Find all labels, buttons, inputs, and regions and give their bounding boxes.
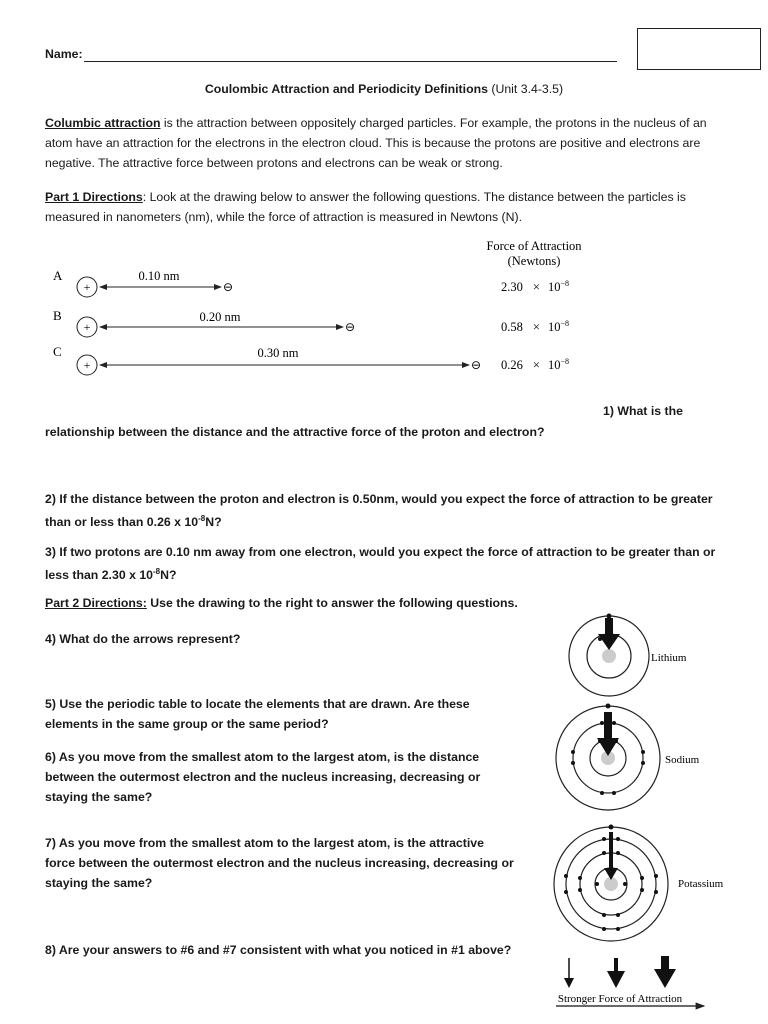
page-title	[0, 82, 768, 96]
part2-text: Use the drawing to the right to answer the following questions.	[146, 596, 518, 610]
strong-arrow-icon	[661, 956, 669, 970]
intro-text: is the attraction between oppositely charged particles. For example, the protons in the nucleus of an atom have an attraction for the electrons in the electron cloud. This is because the protons are positive and electrons are negative. The attractive force between protons and electrons can be weak or strong.	[45, 116, 707, 170]
row-b-proton-symbol: +	[83, 320, 91, 334]
title-main: Coulombic Attraction and Periodicity Definitions	[204, 82, 488, 96]
q1-rest: relationship between the distance and the attractive force of the proton and electron?	[45, 425, 545, 439]
q7: 7) As you move from the smallest atom to the largest atom, is the attractive force between the outermost electron and the nucleus increasing, decreasing or staying the same?	[45, 836, 514, 890]
q1-start: 1) What is the	[603, 404, 683, 418]
row-b-distance: 0.20 nm	[199, 310, 241, 324]
row-a-proton-symbol: +	[83, 280, 91, 294]
force-header-line1: Force of Attraction	[486, 239, 582, 253]
force-arrows	[564, 956, 676, 988]
intro-term: Columbic attraction	[45, 116, 161, 130]
row-a-distance: 0.10 nm	[138, 269, 180, 283]
part1-heading: Part 1 Directions	[45, 190, 143, 204]
row-c-letter: C	[53, 344, 62, 359]
part2-directions	[45, 596, 518, 610]
row-a-force: $2.30 \times 10^{-8}$	[501, 279, 569, 294]
q2: 2) If the distance between the proton and electron is 0.50nm, would you expect the force of attraction to be greater than or less than 0.26 x $10^{-8}N$?	[45, 492, 713, 530]
part1-directions	[45, 187, 725, 227]
name-label: Name:	[45, 47, 83, 61]
lithium-label: Lithium	[651, 652, 687, 664]
arrow-caption: Stronger Force of Attraction	[557, 993, 683, 1005]
q8: 8) Are your answers to #6 and #7 consistent with what you noticed in #1 above?	[45, 943, 512, 957]
lithium-atom-icon	[569, 614, 649, 697]
row-b-letter: B	[53, 308, 62, 323]
row-a-electron-icon: ⊖	[222, 280, 234, 294]
part2-heading: Part 2 Directions:	[45, 596, 147, 610]
potassium-atom-icon	[554, 825, 668, 942]
row-b-force: $0.58 \times 10^{-8}$	[501, 319, 569, 334]
row-c-distance: 0.30 nm	[257, 346, 299, 360]
row-b-electron-icon: ⊖	[344, 320, 356, 334]
distance-force-diagram	[0, 230, 768, 390]
row-c-electron-icon: ⊖	[470, 358, 482, 372]
q6: 6) As you move from the smallest atom to the largest atom, is the distance between the outermost electron and the nucleus increasing, decreasing or staying the same?	[45, 750, 481, 804]
part1-text: : Look at the drawing below to answer the following questions. The distance between the particles is measured in nanometers (nm), while the force of attraction is measured in Newtons (N).	[45, 190, 686, 224]
q5: 5) Use the periodic table to locate the elements that are drawn. Are these elements in the same group or the same period?	[45, 697, 470, 731]
medium-arrow-icon	[614, 958, 618, 972]
q3: 3) If two protons are 0.10 nm away from one electron, would you expect the force of attraction to be greater than or less than 2.30 x $10^{-8}N$?	[45, 545, 716, 583]
force-header-line2: (Newtons)	[507, 254, 561, 268]
row-a-letter: A	[53, 268, 63, 283]
sodium-label: Sodium	[665, 754, 700, 766]
potassium-label: Potassium	[678, 878, 724, 890]
intro-paragraph	[45, 113, 725, 173]
row-c-proton-symbol: +	[83, 358, 91, 372]
title-unit: (Unit 3.4-3.5)	[491, 82, 564, 96]
atom-diagrams	[540, 605, 768, 1024]
row-c-force: $0.26 \times 10^{-8}$	[501, 357, 569, 372]
score-box	[637, 28, 761, 70]
q4: 4) What do the arrows represent?	[45, 632, 241, 646]
name-field[interactable]	[84, 61, 617, 62]
sodium-atom-icon	[556, 704, 660, 811]
